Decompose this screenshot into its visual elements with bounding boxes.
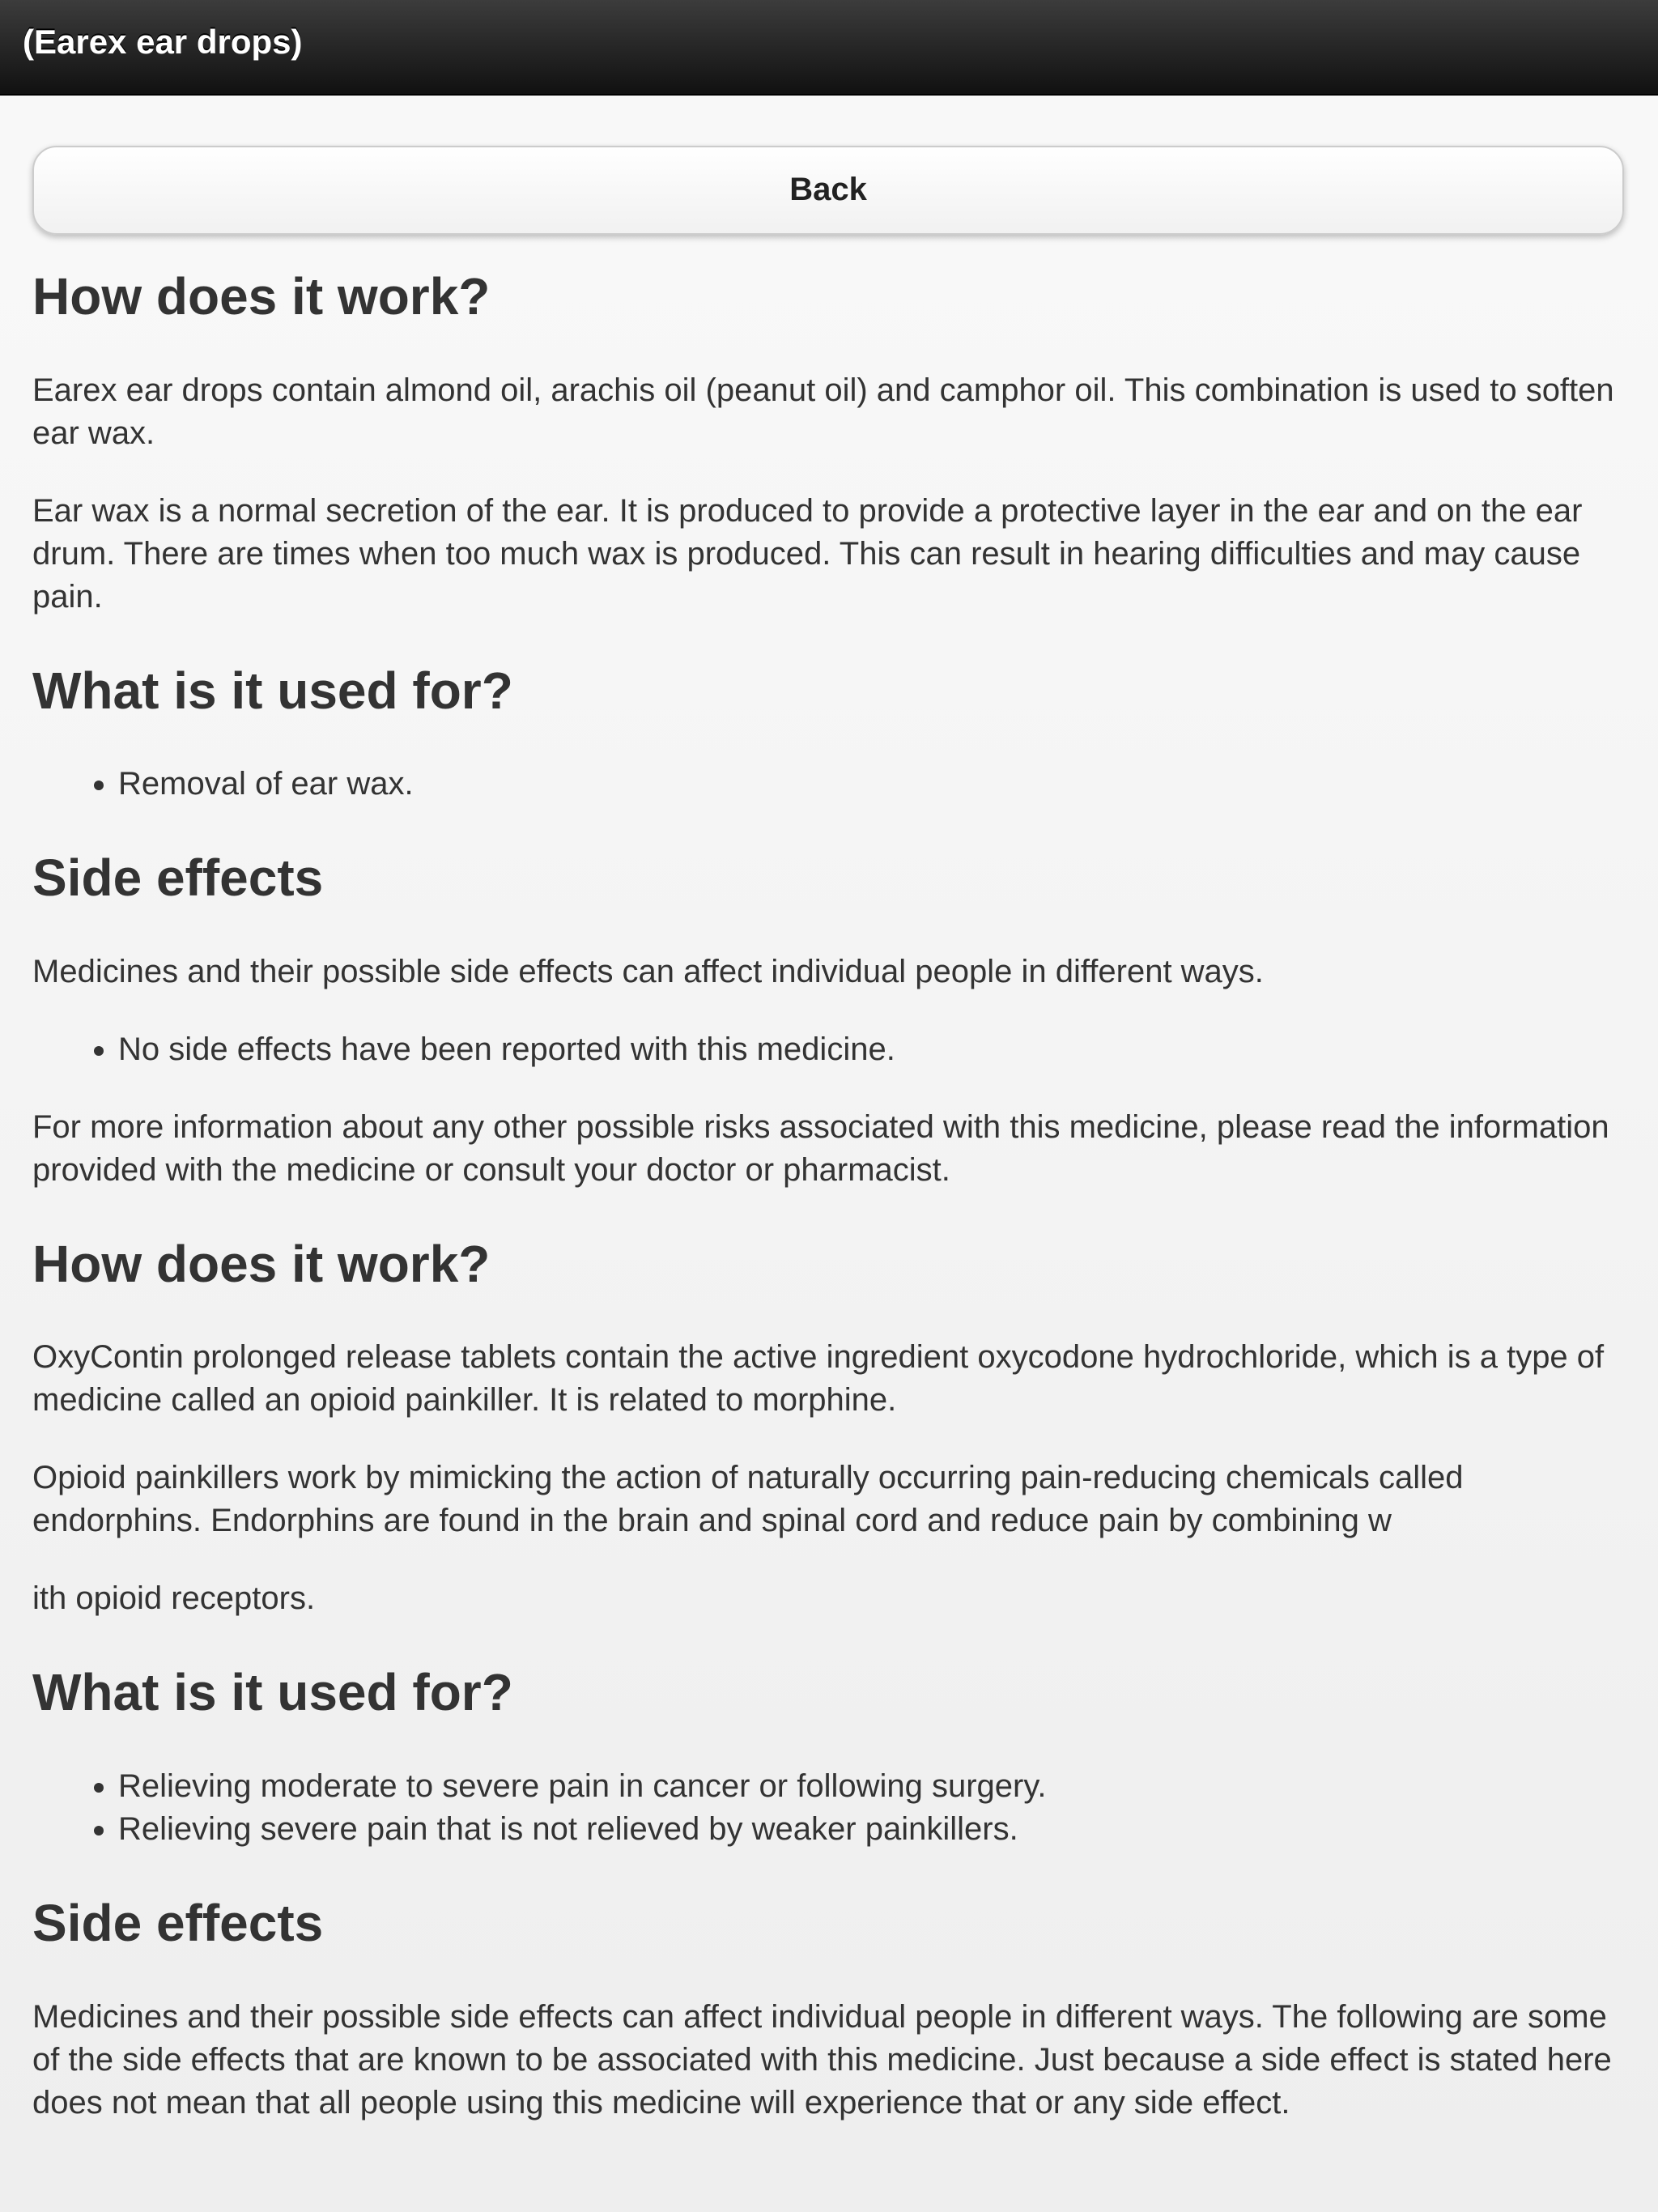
section-heading-how-it-works: How does it work? <box>32 267 491 325</box>
paragraph: Opioid painkillers work by mimicking the action of naturally occurring pain-reducing chemicals called endorphins. Endorphins are found in the brain and spinal cord and reduce pain by combining w <box>32 1460 1464 1539</box>
back-button[interactable]: Back <box>32 146 1624 235</box>
section-heading-used-for: What is it used for? <box>32 1663 513 1722</box>
section-heading-how-it-works: How does it work? <box>32 1234 491 1293</box>
list-item: • No side effects have been reported with this medicine. <box>118 1028 1624 1071</box>
list-item: • Removal of ear wax. <box>118 763 1624 806</box>
section-heading-side-effects: Side effects <box>32 849 324 908</box>
side-effects-list <box>32 1028 1624 1071</box>
main-content <box>32 146 1624 2125</box>
paragraph: Medicines and their possible side effects can affect individual people in different ways. <box>32 953 1264 989</box>
paragraph: For more information about any other possible risks associated with this medicine, please read the information provided with the medicine or consult your doctor or pharmacist. <box>32 1108 1609 1188</box>
section-heading-side-effects: Side effects <box>32 1893 324 1952</box>
paragraph: OxyContin prolonged release tablets contain the active ingredient oxycodone hydrochloride, which is a type of medicine called an opioid painkiller. It is related to morphine. <box>32 1339 1605 1419</box>
page-title: (Earex ear drops) <box>23 23 303 61</box>
paragraph: Earex ear drops contain almond oil, arachis oil (peanut oil) and camphor oil. This combination is used to soften ear wax. <box>32 372 1614 451</box>
uses-list <box>32 763 1624 806</box>
header-bar <box>0 0 1658 96</box>
list-item: • Relieving severe pain that is not relieved by weaker painkillers. <box>118 1808 1624 1851</box>
section-heading-used-for: What is it used for? <box>32 661 513 720</box>
list-item: • Relieving moderate to severe pain in cancer or following surgery. <box>118 1765 1624 1808</box>
uses-list <box>32 1765 1624 1851</box>
paragraph: Ear wax is a normal secretion of the ear. It is produced to provide a protective layer in the ear and on the ear drum. There are times when too much wax is produced. This can result in hearing difficulties and may cause pain. <box>32 492 1583 615</box>
paragraph: Medicines and their possible side effects can affect individual people in different ways. The following are some of the side effects that are known to be associated with this medicine. Just because a side effect is stated here does not mean that all people using this medicine will experience that or any side effect. <box>32 1998 1612 2121</box>
paragraph: ith opioid receptors. <box>32 1580 316 1617</box>
